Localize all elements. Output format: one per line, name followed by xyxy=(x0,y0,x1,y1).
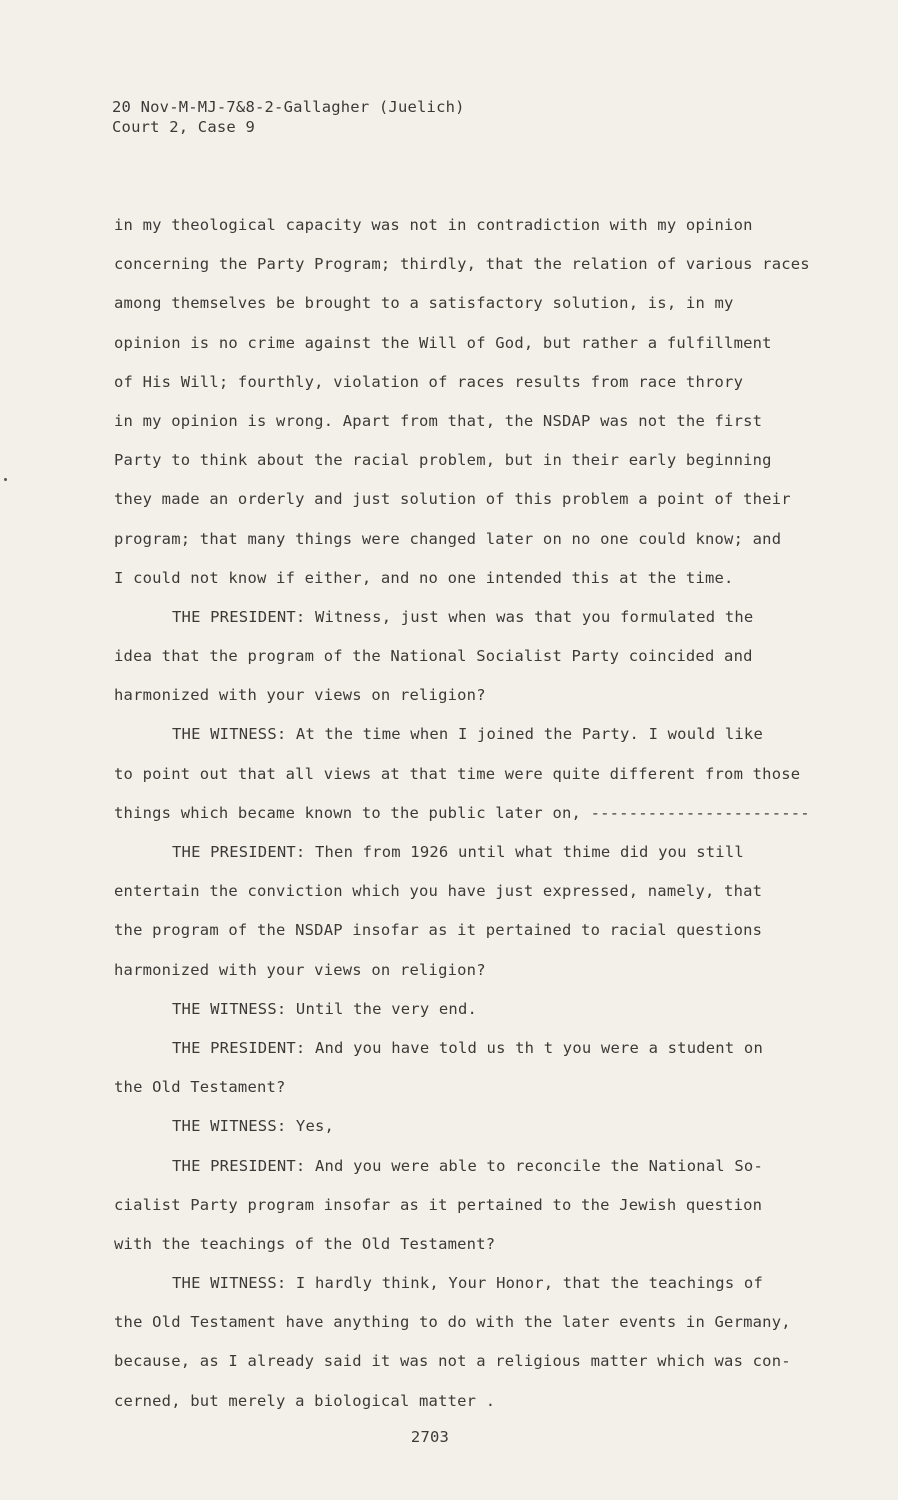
header-court-case: Court 2, Case 9 xyxy=(112,118,255,136)
transcript-line: cerned, but merely a biological matter . xyxy=(114,1391,496,1410)
transcript-line: I could not know if either, and no one intended this at the time. xyxy=(114,568,734,587)
transcript-line: the Old Testament have anything to do with the later events in Germany, xyxy=(114,1313,791,1332)
transcript-line: the program of the NSDAP insofar as it pertained to racial questions xyxy=(114,921,763,940)
transcript-line: harmonized with your views on religion? xyxy=(114,686,486,705)
transcript-line: THE WITNESS: Yes, xyxy=(172,1117,335,1136)
transcript-line: to point out that all views at that time were quite different from those xyxy=(114,764,801,783)
transcript-line: the Old Testament? xyxy=(114,1078,286,1097)
transcript-line: in my theological capacity was not in contradiction with my opinion xyxy=(114,216,753,234)
transcript-line: entertain the conviction which you have just expressed, namely, that xyxy=(114,882,763,901)
transcript-line: THE WITNESS: At the time when I joined the Party. I would like xyxy=(172,725,763,744)
transcript-line: THE WITNESS: Until the very end. xyxy=(172,999,478,1018)
document-header xyxy=(112,97,465,137)
margin-mark xyxy=(4,478,7,481)
transcript-line: in my opinion is wrong. Apart from that, the NSDAP was not the first xyxy=(114,411,763,430)
transcript-line: concerning the Party Program; thirdly, that the relation of various races xyxy=(114,255,810,274)
transcript-line: THE PRESIDENT: And you were able to reconcile the National So- xyxy=(172,1156,763,1175)
transcript-line: cialist Party program insofar as it pertained to the Jewish question xyxy=(114,1195,763,1214)
transcript-line: THE PRESIDENT: And you have told us th t you were a student on xyxy=(172,1038,763,1057)
transcript-line: THE WITNESS: I hardly think, Your Honor, that the teachings of xyxy=(172,1274,763,1293)
transcript-line: of His Will; fourthly, violation of races results from race throry xyxy=(114,372,744,391)
transcript-line: things which became known to the public later on, ----------------------- xyxy=(114,803,810,822)
transcript-line: with the teachings of the Old Testament? xyxy=(114,1234,496,1253)
transcript-line: opinion is no crime against the Will of God, but rather a fulfillment xyxy=(114,333,772,352)
transcript-line: THE PRESIDENT: Witness, just when was that you formulated the xyxy=(172,607,754,626)
transcript-line: program; that many things were changed later on no one could know; and xyxy=(114,529,782,548)
transcript-line: among themselves be brought to a satisfactory solution, is, in my xyxy=(114,294,734,313)
transcript-body xyxy=(114,206,834,1421)
transcript-line: because, as I already said it was not a religious matter which was con- xyxy=(114,1352,791,1371)
transcript-line: they made an orderly and just solution of this problem a point of their xyxy=(114,490,791,509)
transcript-line: Party to think about the racial problem, but in their early beginning xyxy=(114,451,772,470)
transcript-line: harmonized with your views on religion? xyxy=(114,960,486,979)
transcript-line: idea that the program of the National Socialist Party coincided and xyxy=(114,647,753,666)
transcript-line: THE PRESIDENT: Then from 1926 until what thime did you still xyxy=(172,843,744,861)
page-number: 2703 xyxy=(410,1428,450,1446)
header-reference: 20 Nov-M-MJ-7&8-2-Gallagher (Juelich) xyxy=(112,98,465,116)
